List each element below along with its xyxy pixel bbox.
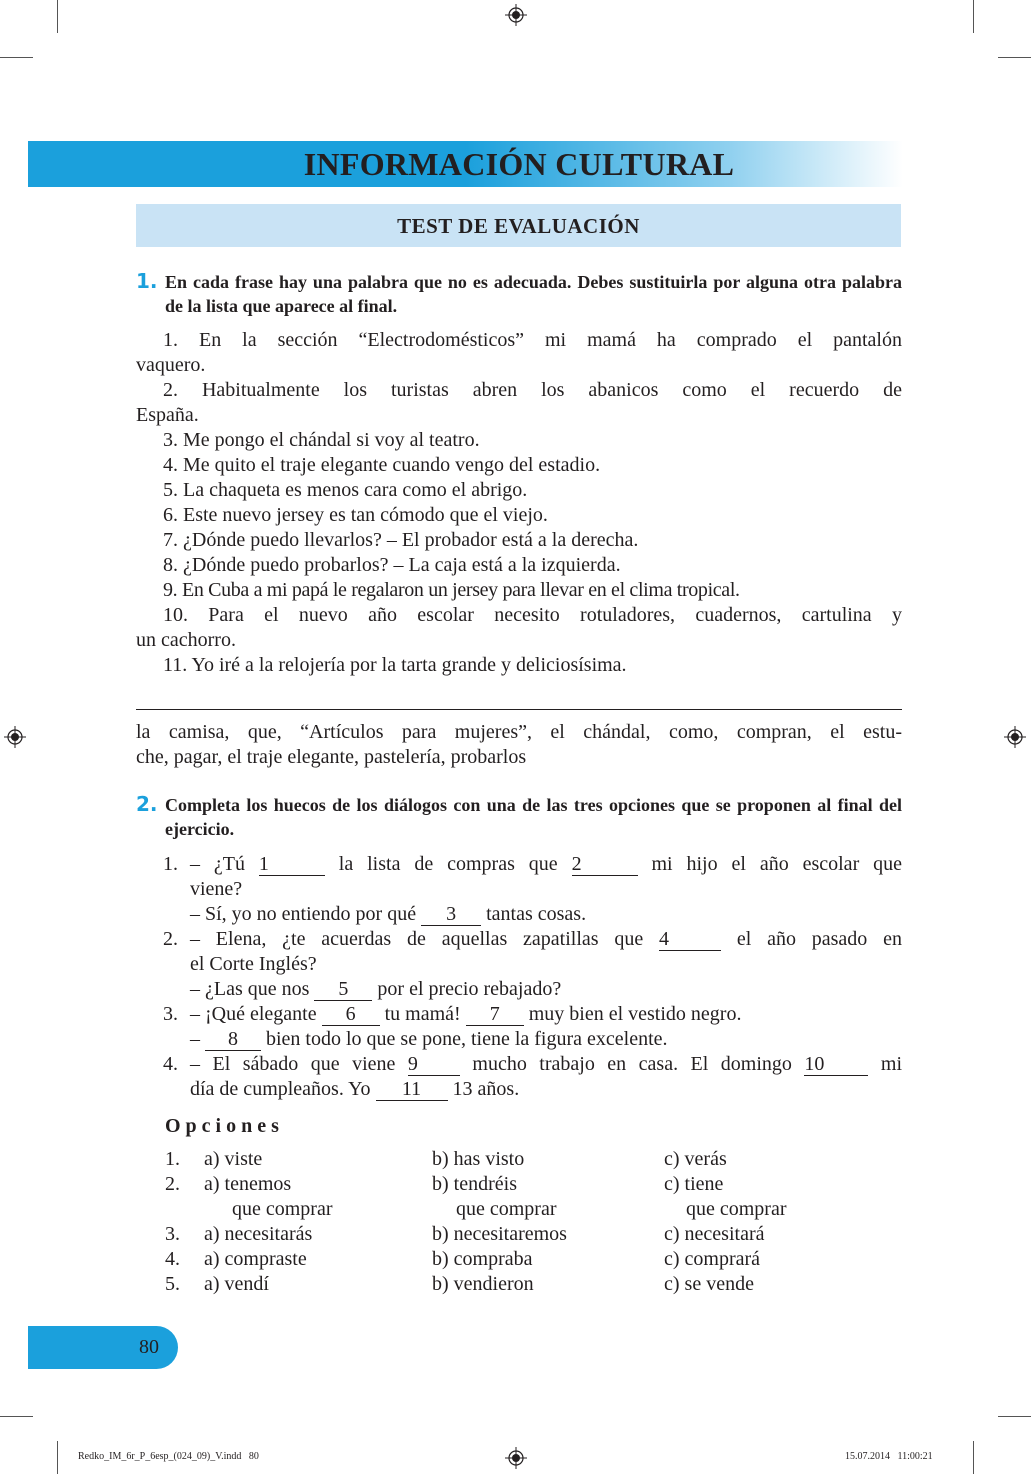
- answer-blank[interactable]: 11: [376, 1079, 448, 1101]
- answer-blank[interactable]: 10: [804, 1054, 868, 1076]
- exercise-2-number: 2.: [136, 792, 158, 816]
- page-title: INFORMACIÓN CULTURAL: [303, 146, 735, 182]
- exercise-1-item: 11. Yo iré a la relojería por la tarta grande y deliciosísima.: [163, 654, 627, 676]
- dialog-number: 4.: [163, 1053, 178, 1075]
- option-number: 4.: [165, 1248, 180, 1270]
- option-b[interactable]: b) necesitaremos: [432, 1223, 567, 1245]
- exercise-2-instruction: Completa los huecos de los diálogos con una de las tres opciones que se proponen al final del ejercicio.: [165, 795, 902, 839]
- answer-blank[interactable]: 4: [659, 929, 721, 951]
- option-c[interactable]: c) verás: [664, 1148, 727, 1170]
- crop-mark: [973, 1441, 974, 1474]
- dialog-line: – ¿Las que nos 5 por el precio rebajado?: [190, 978, 562, 1000]
- exercise-1-item: 1. En la sección “Electrodomésticos” mi mamá ha comprado el pantalón: [163, 329, 902, 351]
- registration-mark-icon: [4, 726, 26, 748]
- answer-blank[interactable]: 3: [421, 904, 481, 926]
- exercise-1-instruction: En cada frase hay una palabra que no es adecuada. Debes sustituirla por alguna otra palabra de la lista que aparece al final.: [165, 272, 902, 316]
- option-b[interactable]: b) tendréis: [432, 1173, 517, 1195]
- dialog-line: – ¿Tú 1 la lista de compras que 2 mi hijo el año escolar que: [190, 853, 902, 875]
- option-c[interactable]: c) se vende: [664, 1273, 754, 1295]
- answer-blank[interactable]: 6: [322, 1004, 380, 1026]
- option-b-continuation: que comprar: [456, 1198, 557, 1220]
- dialog-number: 1.: [163, 853, 178, 875]
- registration-mark-icon: [505, 1447, 527, 1469]
- crop-mark: [0, 1416, 33, 1417]
- crop-mark: [57, 0, 58, 33]
- option-c[interactable]: c) comprará: [664, 1248, 761, 1270]
- answer-blank[interactable]: 9: [408, 1054, 460, 1076]
- file-slug: Redko_IM_6r_P_6esp_(024_09)_V.indd 80: [78, 1451, 259, 1462]
- exercise-1-item: 10. Para el nuevo año escolar necesito rotuladores, cuadernos, cartulina y: [163, 604, 902, 626]
- exercise-1-item: 9. En Cuba a mi papá le regalaron un jersey para llevar en el clima tropical.: [163, 579, 740, 601]
- crop-mark: [0, 57, 33, 58]
- exercise-1-item: 6. Este nuevo jersey es tan cómodo que el viejo.: [163, 504, 548, 526]
- answer-blank[interactable]: 2: [572, 854, 638, 876]
- exercise-1-item: 2. Habitualmente los turistas abren los abanicos como el recuerdo de: [163, 379, 902, 401]
- dialog-line: – El sábado que viene 9 mucho trabajo en casa. El domingo 10 mi: [190, 1053, 902, 1075]
- option-c[interactable]: c) necesitará: [664, 1223, 765, 1245]
- section-title: TEST DE EVALUACIÓN: [136, 204, 901, 247]
- crop-mark: [998, 57, 1031, 58]
- option-c-continuation: que comprar: [686, 1198, 787, 1220]
- answer-blank[interactable]: 8: [205, 1029, 261, 1051]
- divider: [136, 709, 902, 710]
- option-a[interactable]: a) compraste: [204, 1248, 307, 1270]
- options-title: Opciones: [165, 1115, 284, 1137]
- page-number: 80: [139, 1336, 159, 1358]
- option-b[interactable]: b) compraba: [432, 1248, 533, 1270]
- dialog-line: día de cumpleaños. Yo 11 13 años.: [190, 1078, 520, 1100]
- exercise-1-item-continuation: un cachorro.: [136, 629, 236, 651]
- option-number: 5.: [165, 1273, 180, 1295]
- exercise-1-number: 1.: [136, 269, 158, 293]
- dialog-line: el Corte Inglés?: [190, 953, 317, 975]
- exercise-1-item: 8. ¿Dónde puedo probarlos? – La caja está a la izquierda.: [163, 554, 621, 576]
- option-c[interactable]: c) tiene: [664, 1173, 724, 1195]
- exercise-1-item: 4. Me quito el traje elegante cuando vengo del estadio.: [163, 454, 601, 476]
- option-a[interactable]: a) necesitarás: [204, 1223, 313, 1245]
- registration-mark-icon: [505, 4, 527, 26]
- dialog-line: – Elena, ¿te acuerdas de aquellas zapatillas que 4 el año pasado en: [190, 928, 902, 950]
- exercise-1-item-continuation: España.: [136, 404, 199, 426]
- crop-mark: [998, 1416, 1031, 1417]
- option-a[interactable]: a) viste: [204, 1148, 263, 1170]
- option-number: 2.: [165, 1173, 180, 1195]
- answer-blank[interactable]: 1: [259, 854, 325, 876]
- word-list: la camisa, que, “Artículos para mujeres”, el chándal, como, compran, el estu-: [136, 721, 902, 743]
- print-timestamp: 15.07.2014 11:00:21: [845, 1451, 933, 1462]
- registration-mark-icon: [1004, 726, 1026, 748]
- dialog-line: – Sí, yo no entiendo por qué 3 tantas cosas.: [190, 903, 587, 925]
- crop-mark: [973, 0, 974, 33]
- dialog-line: viene?: [190, 878, 243, 900]
- dialog-number: 3.: [163, 1003, 178, 1025]
- answer-blank[interactable]: 7: [466, 1004, 524, 1026]
- option-number: 1.: [165, 1148, 180, 1170]
- option-a-continuation: que comprar: [232, 1198, 333, 1220]
- dialog-number: 2.: [163, 928, 178, 950]
- option-b[interactable]: b) vendieron: [432, 1273, 534, 1295]
- dialog-line: – ¡Qué elegante 6 tu mamá! 7 muy bien el vestido negro.: [190, 1003, 742, 1025]
- word-list-continuation: che, pagar, el traje elegante, pastelería, probarlos: [136, 746, 527, 768]
- option-b[interactable]: b) has visto: [432, 1148, 525, 1170]
- option-a[interactable]: a) vendí: [204, 1273, 269, 1295]
- crop-mark: [57, 1441, 58, 1474]
- option-number: 3.: [165, 1223, 180, 1245]
- exercise-1-item: 3. Me pongo el chándal si voy al teatro.: [163, 429, 480, 451]
- exercise-1-item-continuation: vaquero.: [136, 354, 206, 376]
- option-a[interactable]: a) tenemos: [204, 1173, 292, 1195]
- dialog-line: – 8 bien todo lo que se pone, tiene la figura excelente.: [190, 1028, 668, 1050]
- answer-blank[interactable]: 5: [314, 979, 372, 1001]
- exercise-1-item: 5. La chaqueta es menos cara como el abrigo.: [163, 479, 528, 501]
- exercise-1-item: 7. ¿Dónde puedo llevarlos? – El probador está a la derecha.: [163, 529, 639, 551]
